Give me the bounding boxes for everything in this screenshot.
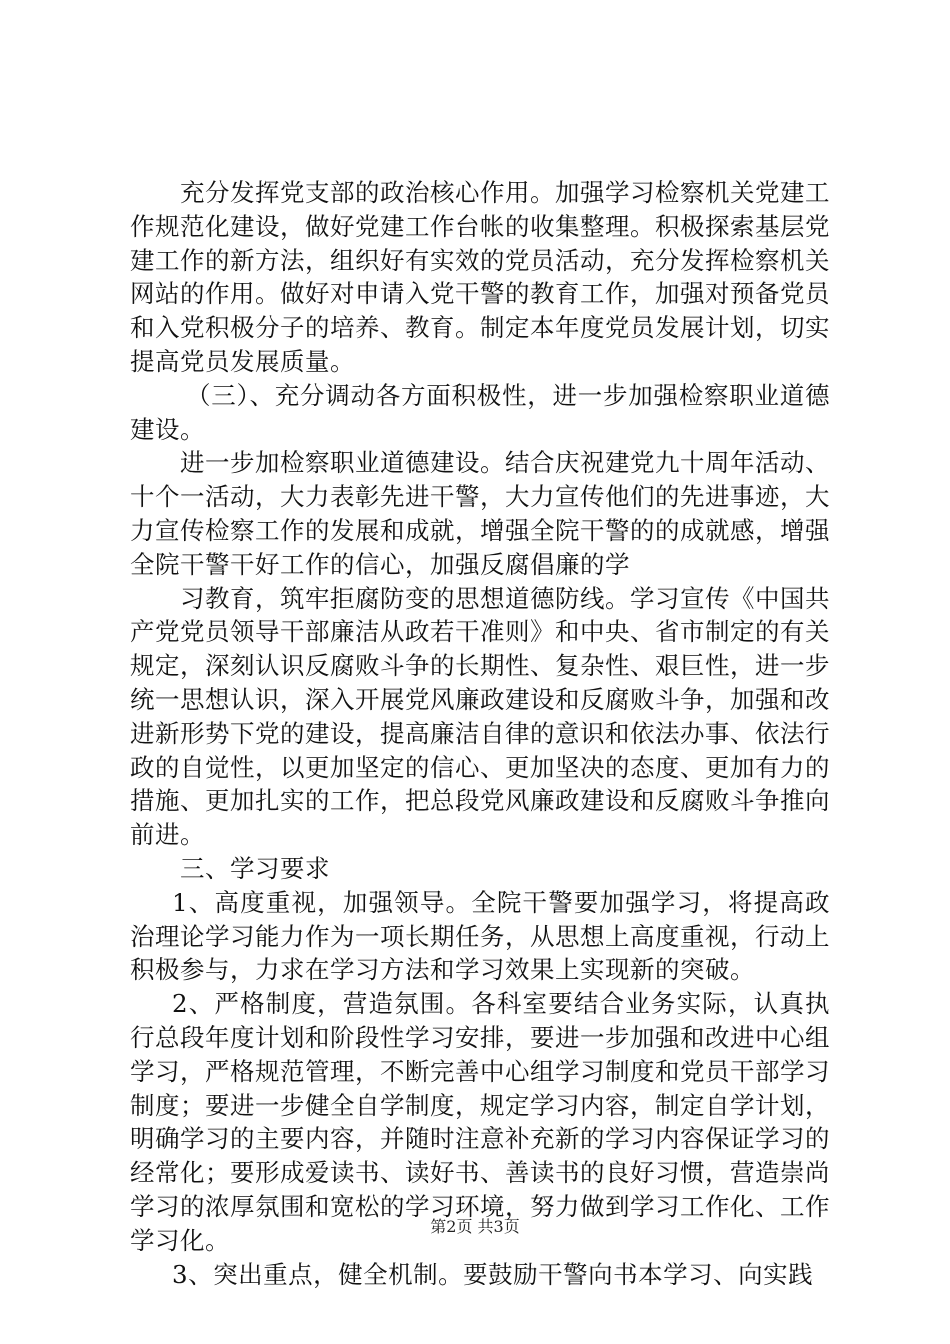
heading-study-requirements: 三、学习要求	[180, 853, 330, 883]
paragraph-party-branch: 充分发挥党支部的政治核心作用。加强学习检察机关党建工作规范化建设，做好党建工作台帐的收集整理。积极探索基层党建工作的新方法，组织好有实效的党员活动，充分发挥检察机关网站的作用。做好对申请入党干警的教育工作，加强对预备党员和入党积极分子的培养、教育。制定本年度党员发展计划，切实提高党员发展质量。	[130, 178, 830, 376]
paragraph-requirement-3: 3、突出重点，健全机制。要鼓励干警向书本学习、向实践	[172, 1259, 814, 1289]
page-number-footer: 第2页 共3页	[430, 1217, 520, 1236]
paragraph-requirement-1: 1、高度重视，加强领导。全院干警要加强学习，将提高政治理论学习能力作为一项长期任务，从思想上高度重视，行动上积极参与，力求在学习方法和学习效果上实现新的突破。	[130, 887, 830, 985]
document-body	[130, 176, 830, 1291]
paragraph-requirement-2: 2、严格制度，营造氛围。各科室要结合业务实际，认真执行总段年度计划和阶段性学习安排，要进一步加强和改进中心组学习，严格规范管理，不断完善中心组学习制度和党员干部学习制度；要进一步健全自学制度，规定学习内容，制定自学计划，明确学习的主要内容，并随时注意补充新的学习内容保证学习的经常化；要形成爱读书、读好书、善读书的良好习惯，营造崇尚学习的浓厚氛围和宽松的学习环境，努力做到学习工作化、工作学习化。	[130, 989, 830, 1255]
paragraph-professional-ethics: 进一步加检察职业道德建设。结合庆祝建党九十周年活动、十个一活动，大力表彰先进干警，大力宣传他们的先进事迹，大力宣传检察工作的发展和成就，增强全院干警的的成就感，增强全院干警干好工作的信心，加强反腐倡廉的学	[130, 448, 830, 579]
paragraph-anti-corruption: 习教育，筑牢拒腐防变的思想道德防线。学习宣传《中国共产党党员领导干部廉洁从政若干准则》和中央、省市制定的有关规定，深刻认识反腐败斗争的长期性、复杂性、艰巨性，进一步统一思想认识，深入开展党风廉政建设和反腐败斗争，加强和改进新形势下党的建设，提高廉洁自律的意识和依法办事、依法行政的自觉性，以更加坚定的信心、更加坚决的态度、更加有力的措施、更加扎实的工作，把总段党风廉政建设和反腐败斗争推向前进。	[130, 583, 830, 850]
paragraph-section-three-heading: （三）、充分调动各方面积极性，进一步加强检察职业道德建设。	[130, 380, 830, 444]
